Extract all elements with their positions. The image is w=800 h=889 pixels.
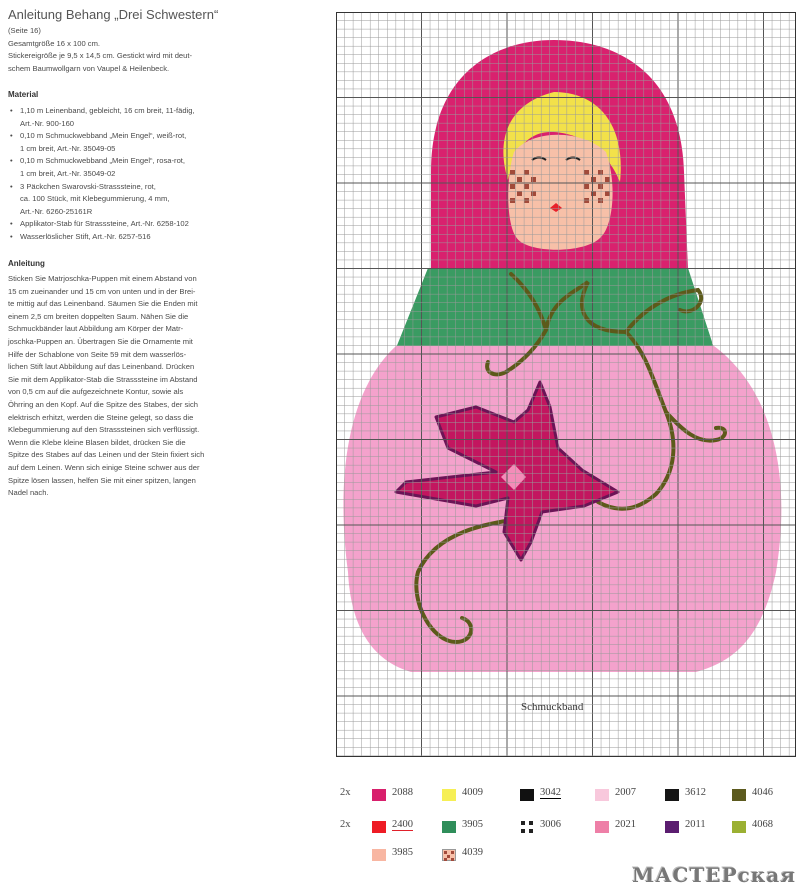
anleitung-line: Klebegummierung auf den Strasssteinen sich verflüssigt. (8, 425, 200, 435)
freckle (510, 198, 515, 203)
anleitung-line: Spitze lösen lassen, helfen Sie mit einer spitzen, langen (8, 475, 196, 485)
material-item (8, 155, 330, 180)
anleitung-line: Wenn die Klebe kleine Blasen bildet, drücken Sie die (8, 437, 186, 447)
instructions-panel (8, 6, 330, 500)
freckle (524, 184, 529, 189)
material-item-line: • 1,10 m Leinenband, gebleicht, 16 cm breit, 11-fädig, (20, 105, 195, 115)
legend-swatch (595, 789, 609, 801)
legend-entry (372, 819, 436, 835)
material-heading: Material (8, 90, 39, 100)
freckle (584, 198, 589, 203)
material-item-line: ca. 100 Stück, mit Klebegummierung, 4 mm, (20, 194, 170, 204)
legend-entry (372, 847, 436, 863)
freckle (598, 198, 603, 203)
instructions-title: Anleitung Behang „Drei Schwestern“ (8, 7, 219, 22)
legend-swatch (665, 821, 679, 833)
legend-symbol-freckle-icon (442, 849, 456, 861)
anleitung-text (8, 273, 330, 500)
material-item-line: 1 cm breit, Art.-Nr. 35049-02 (20, 168, 116, 178)
cross-stitch-chart (336, 12, 796, 757)
freckle (510, 184, 515, 189)
anleitung-line: von 0,5 cm auf die aufgezeichnete Kontur, sowie als (8, 387, 184, 397)
anleitung-line: Sie mit dem Applikator-Stab die Strasssteine im Abstand (8, 374, 198, 384)
legend-code: 2007 (615, 787, 636, 798)
anleitung-line: lichen Stift laut Abbildung auf das Leinenband. Drücken (8, 362, 195, 372)
material-item-line: Art.-Nr. 6260-25161R (20, 206, 93, 216)
legend-symbol-dots-icon (521, 821, 533, 833)
legend-swatch (595, 821, 609, 833)
material-item-line: • Wasserlöslicher Stift, Art.-Nr. 6257-516 (20, 231, 151, 241)
legend-entry (665, 787, 729, 803)
anleitung-line: Sticken Sie Matrjoschka-Puppen mit einem Abstand von (8, 274, 197, 284)
legend-entry (442, 787, 506, 803)
material-item (8, 105, 330, 130)
anleitung-line: Öhrring an den Kopf. Auf die Spitze des Stabes, der sich (8, 400, 198, 410)
subtitle-line: schem Baumwollgarn von Vaupel & Heilenbeck. (8, 63, 170, 73)
legend-swatch (372, 821, 386, 833)
material-list (8, 105, 330, 244)
material-item (8, 130, 330, 155)
legend-code: 3612 (685, 787, 706, 798)
legend-entry (442, 819, 506, 835)
freckle (584, 184, 589, 189)
legend-prefix: 2x (340, 819, 351, 830)
legend-code: 4009 (462, 787, 483, 798)
legend-swatch (442, 821, 456, 833)
instructions-subtitle (8, 25, 330, 75)
legend-entry (595, 787, 659, 803)
material-item-line: 1 cm breit, Art.-Nr. 35049-05 (20, 143, 116, 153)
material-item-line: • 3 Päckchen Swarovski-Strasssteine, rot, (20, 181, 156, 191)
legend-swatch (520, 789, 534, 801)
anleitung-line: joschka-Puppen an. Übertragen Sie die Ornamente mit (8, 337, 193, 347)
subtitle-line: Stickereigröße je 9,5 x 14,5 cm. Gestickt wird mit deut- (8, 51, 193, 61)
material-item (8, 181, 330, 219)
anleitung-line: 15 cm zueinander und 15 cm von unten und in der Brei- (8, 286, 196, 296)
freckle (591, 177, 596, 182)
freckle (605, 177, 610, 182)
legend-entry (520, 787, 584, 803)
anleitung-line: te mittig auf das Leinenband. Säumen Sie die Enden mit (8, 299, 198, 309)
legend-entry (442, 847, 506, 863)
legend-swatch (442, 789, 456, 801)
legend-code: 3006 (540, 819, 561, 830)
band-label: Schmuckband (521, 701, 584, 713)
stitch-grid (336, 12, 796, 757)
freckle (517, 177, 522, 182)
anleitung-line: Hilfe der Schablone von Seite 59 mit dem wasserlös- (8, 349, 187, 359)
legend-code: 3905 (462, 819, 483, 830)
legend-code: 3985 (392, 847, 413, 858)
material-item-line: • Applikator-Stab für Strasssteine, Art.-Nr. 6258-102 (20, 219, 189, 229)
legend-code: 2088 (392, 787, 413, 798)
material-item (8, 231, 330, 244)
legend-swatch (372, 789, 386, 801)
legend-code: 4046 (752, 787, 773, 798)
legend-entry (595, 819, 659, 835)
legend-swatch (372, 849, 386, 861)
anleitung-heading: Anleitung (8, 258, 45, 268)
anleitung-line: Nadel nach. (8, 488, 49, 498)
material-item-line: Art.-Nr. 900-160 (20, 118, 75, 128)
legend-code: 2400 (392, 819, 413, 830)
material-item-line: • 0,10 m Schmuckwebband „Mein Engel“, rosa-rot, (20, 156, 186, 166)
subtitle-line: Gesamtgröße 16 x 100 cm. (8, 38, 101, 48)
legend-entry (732, 819, 796, 835)
legend-prefix: 2x (340, 787, 351, 798)
legend-swatch (665, 789, 679, 801)
legend-entry (732, 787, 796, 803)
freckle (524, 198, 529, 203)
legend-swatch (732, 789, 746, 801)
watermark: МАСТЕРская (632, 863, 796, 887)
legend-entry (665, 819, 729, 835)
anleitung-line: Spitze des Stabes auf das Leinen und der Stein fixiert sich (8, 450, 205, 460)
anleitung-line: Schmuckbänder laut Abbildung am Körper der Matr- (8, 324, 184, 334)
material-item (8, 218, 330, 231)
freckle (531, 177, 536, 182)
legend-entry (372, 787, 436, 803)
anleitung-line: einem 2,5 cm breiten doppelten Saum. Nähen Sie die (8, 311, 189, 321)
legend-code: 2021 (615, 819, 636, 830)
anleitung-line: auf dem Leinen. Wenn sich einige Steine schwer aus der (8, 463, 200, 472)
freckle (598, 184, 603, 189)
subtitle-line: (Seite 16) (8, 26, 41, 35)
legend-code: 4068 (752, 819, 773, 830)
legend-code: 2011 (685, 819, 706, 830)
legend-swatch (732, 821, 746, 833)
material-item-line: • 0,10 m Schmuckwebband „Mein Engel“, weiß-rot, (20, 131, 187, 141)
legend-entry (520, 819, 584, 835)
anleitung-line: elektrisch erhitzt, werden die Steine gelegt, so dass die (8, 412, 194, 422)
legend-code: 4039 (462, 847, 483, 858)
legend-code: 3042 (540, 787, 561, 798)
